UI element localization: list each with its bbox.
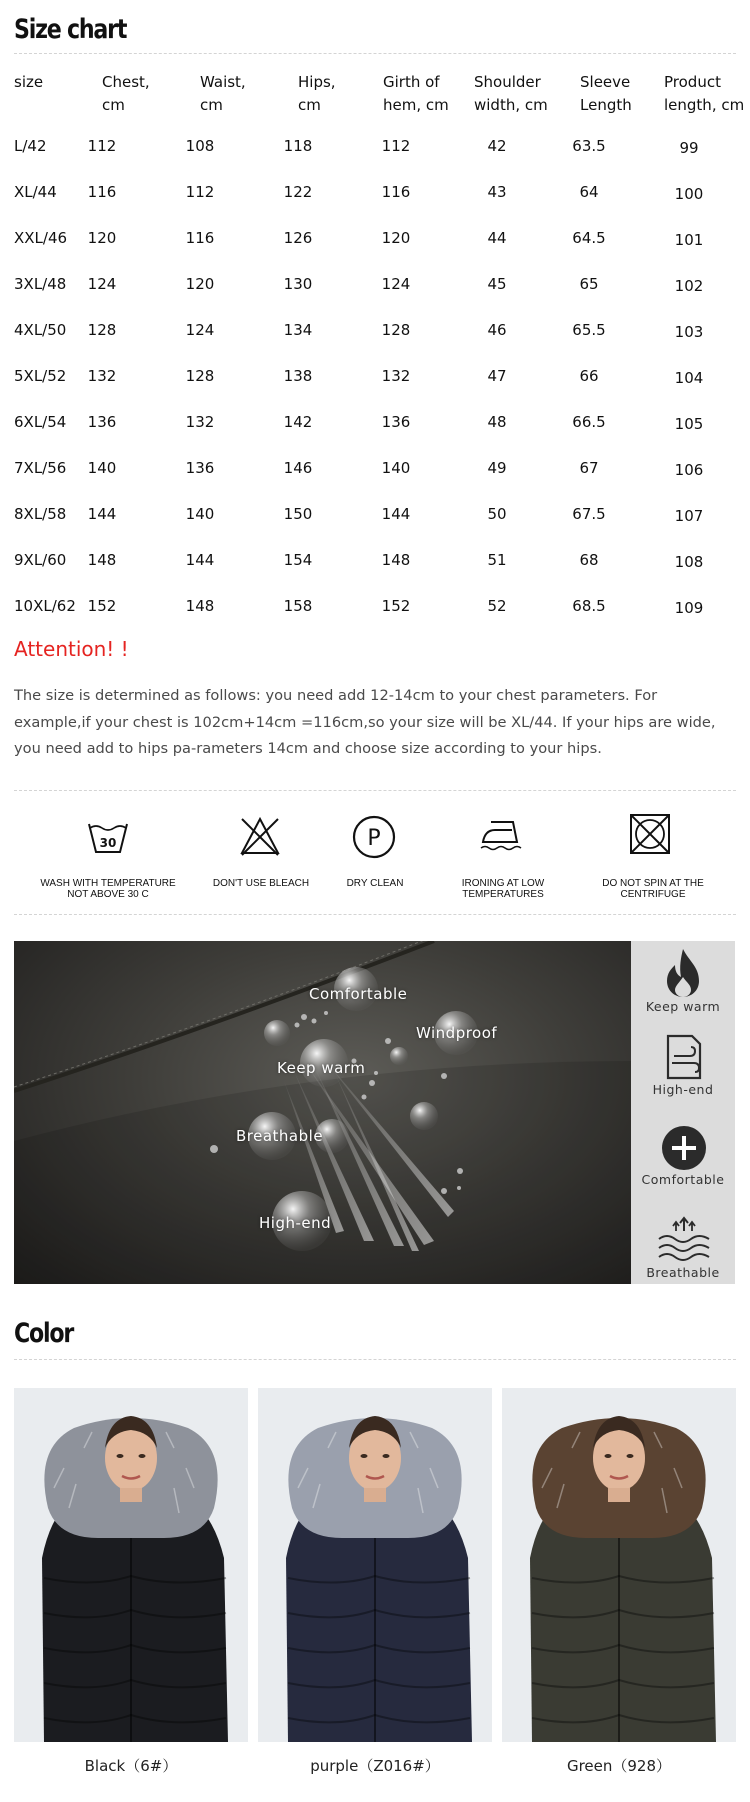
header-line: cm [298, 96, 321, 114]
table-cell: 144 [381, 505, 411, 523]
table-cell: 120 [381, 229, 411, 247]
divider [14, 914, 736, 915]
table-cell: 118 [283, 137, 313, 155]
color-label-purple: purple（Z016#） [310, 1757, 440, 1775]
bubble-label-keep-warm: Keep warm [277, 1059, 366, 1077]
table-cell: 44 [487, 229, 507, 247]
size-cell: 7XL/56 [14, 459, 67, 477]
size-cell: L/42 [14, 137, 47, 155]
table-cell: 132 [87, 367, 117, 385]
table-header-cell [580, 71, 632, 117]
size-cell: 8XL/58 [14, 505, 67, 523]
header-line: Length [580, 96, 632, 114]
care-label: DON'T USE BLEACH [212, 878, 310, 889]
table-cell: 66 [579, 367, 599, 385]
table-cell: 67 [579, 459, 599, 477]
iron-low-icon [479, 814, 523, 854]
table-cell: 138 [283, 367, 313, 385]
header-line: size [14, 73, 44, 91]
table-cell: 128 [87, 321, 117, 339]
flame-icon [663, 947, 703, 999]
care-label: DRY CLEAN [346, 878, 404, 889]
color-photo-green[interactable] [502, 1388, 736, 1742]
table-header-cell [664, 71, 744, 117]
size-cell: XXL/46 [14, 229, 68, 247]
header-line: Girth of [383, 73, 440, 91]
size-cell: 9XL/60 [14, 551, 67, 569]
table-cell: 67.5 [572, 505, 606, 523]
table-header-cell [200, 71, 246, 117]
table-cell: 68 [579, 551, 599, 569]
table-cell: 148 [185, 597, 215, 615]
table-cell: 63.5 [572, 137, 606, 155]
header-line: width, cm [474, 96, 548, 114]
table-cell: 50 [487, 505, 507, 523]
table-cell: 66.5 [572, 413, 606, 431]
table-cell: 144 [185, 551, 215, 569]
table-cell: 48 [487, 413, 507, 431]
table-cell: 49 [487, 459, 507, 477]
attention-text: The size is determined as follows: you need add 12-14cm to your chest parameters. For example,if your chest is 102cm+14cm =116cm,so your size will be XL/44. If your hips are wide, you need add to hips pa-rameters 14cm and choose size according to your hips. [14, 687, 716, 757]
feature-sidebar [631, 941, 735, 1284]
table-cell: 124 [381, 275, 411, 293]
table-cell: 134 [283, 321, 313, 339]
table-cell: 158 [283, 597, 313, 615]
table-cell: 108 [674, 553, 704, 571]
table-cell: 46 [487, 321, 507, 339]
table-cell: 142 [283, 413, 313, 431]
table-cell: 124 [87, 275, 117, 293]
table-cell: 152 [87, 597, 117, 615]
care-label: IRONING AT LOW TEMPERATURES [461, 878, 545, 900]
no-bleach-icon [238, 815, 282, 859]
table-cell: 105 [674, 415, 704, 433]
table-cell: 104 [674, 369, 704, 387]
bubble-label-windproof: Windproof [416, 1024, 498, 1042]
header-line: hem, cm [383, 96, 449, 114]
table-cell: 112 [87, 137, 117, 155]
feature-label-breathable: Breathable [646, 1265, 720, 1280]
size-cell: 6XL/54 [14, 413, 67, 431]
table-cell: 126 [283, 229, 313, 247]
care-label: DO NOT SPIN AT THE CENTRIFUGE [602, 878, 704, 900]
table-cell: 68.5 [572, 597, 606, 615]
table-cell: 152 [381, 597, 411, 615]
header-line: Hips, [298, 73, 336, 91]
table-cell: 106 [674, 461, 704, 479]
header-line: Shoulder [474, 73, 541, 91]
color-photo-black[interactable] [14, 1388, 248, 1742]
bubble-label-high-end: High-end [259, 1214, 332, 1232]
table-cell: 140 [87, 459, 117, 477]
table-cell: 128 [185, 367, 215, 385]
divider [14, 790, 736, 791]
table-cell: 140 [185, 505, 215, 523]
care-label: WASH WITH TEMPERATURE NOT ABOVE 30 C [40, 878, 176, 900]
table-cell: 47 [487, 367, 507, 385]
model-illustration [258, 1388, 492, 1742]
table-cell: 42 [487, 137, 507, 155]
table-header-cell [298, 71, 336, 117]
document-wind-icon [664, 1034, 704, 1080]
divider [14, 53, 736, 54]
table-cell: 51 [487, 551, 507, 569]
size-cell: 5XL/52 [14, 367, 67, 385]
table-cell: 136 [381, 413, 411, 431]
header-line: Waist, [200, 73, 246, 91]
table-cell: 130 [283, 275, 313, 293]
table-cell: 43 [487, 183, 507, 201]
table-cell: 116 [381, 183, 411, 201]
svg-text:P: P [367, 826, 381, 851]
table-cell: 128 [381, 321, 411, 339]
header-line: length, cm [664, 96, 745, 114]
table-header-cell [14, 71, 43, 94]
table-cell: 52 [487, 597, 507, 615]
feature-label-keep-warm: Keep warm [645, 999, 721, 1014]
table-cell: 102 [674, 277, 704, 295]
bubble-label-comfortable: Comfortable [309, 985, 408, 1003]
table-cell: 109 [674, 599, 704, 617]
plus-circle-icon [661, 1125, 707, 1171]
table-cell: 148 [381, 551, 411, 569]
feature-label-high-end: High-end [652, 1082, 714, 1097]
table-cell: 103 [674, 323, 704, 341]
table-cell: 136 [87, 413, 117, 431]
size-chart-title: Size chart [14, 14, 127, 45]
table-cell: 65 [579, 275, 599, 293]
attention-title: Attention! ! [14, 637, 129, 661]
size-cell: XL/44 [14, 183, 57, 201]
table-cell: 122 [283, 183, 313, 201]
table-cell: 116 [185, 229, 215, 247]
color-photo-purple[interactable] [258, 1388, 492, 1742]
no-spin-icon [628, 812, 672, 856]
color-title: Color [14, 1318, 74, 1349]
size-cell: 10XL/62 [14, 597, 76, 615]
table-cell: 150 [283, 505, 313, 523]
table-header-cell [102, 71, 150, 117]
table-cell: 120 [185, 275, 215, 293]
dry-clean-icon [351, 814, 397, 860]
table-cell: 140 [381, 459, 411, 477]
table-cell: 65.5 [572, 321, 606, 339]
table-header-cell [474, 71, 548, 117]
table-cell: 99 [679, 139, 699, 157]
header-line: cm [200, 96, 223, 114]
table-cell: 124 [185, 321, 215, 339]
header-line: Chest, [102, 73, 150, 91]
fabric-closeup-image [14, 941, 631, 1284]
header-line: Product [664, 73, 721, 91]
table-cell: 101 [674, 231, 704, 249]
size-cell: 4XL/50 [14, 321, 67, 339]
table-cell: 146 [283, 459, 313, 477]
table-cell: 132 [185, 413, 215, 431]
wash-30-icon [86, 818, 130, 858]
feature-label-comfortable: Comfortable [641, 1172, 725, 1187]
color-label-black: Black（6#） [84, 1757, 178, 1775]
table-cell: 64 [579, 183, 599, 201]
table-cell: 107 [674, 507, 704, 525]
table-cell: 116 [87, 183, 117, 201]
table-cell: 120 [87, 229, 117, 247]
table-header-cell [383, 71, 449, 117]
table-cell: 45 [487, 275, 507, 293]
header-line: Sleeve [580, 73, 631, 91]
bubble-label-breathable: Breathable [236, 1127, 324, 1145]
table-cell: 132 [381, 367, 411, 385]
model-illustration [502, 1388, 736, 1742]
table-cell: 148 [87, 551, 117, 569]
color-label-green: Green（928） [566, 1757, 672, 1775]
header-line: cm [102, 96, 125, 114]
table-cell: 100 [674, 185, 704, 203]
waves-arrows-icon [655, 1215, 713, 1265]
table-cell: 108 [185, 137, 215, 155]
table-cell: 136 [185, 459, 215, 477]
table-cell: 112 [381, 137, 411, 155]
table-cell: 154 [283, 551, 313, 569]
table-cell: 112 [185, 183, 215, 201]
model-illustration [14, 1388, 248, 1742]
size-cell: 3XL/48 [14, 275, 67, 293]
divider [14, 1359, 736, 1360]
table-cell: 64.5 [572, 229, 606, 247]
svg-text:30: 30 [99, 836, 117, 850]
table-cell: 144 [87, 505, 117, 523]
